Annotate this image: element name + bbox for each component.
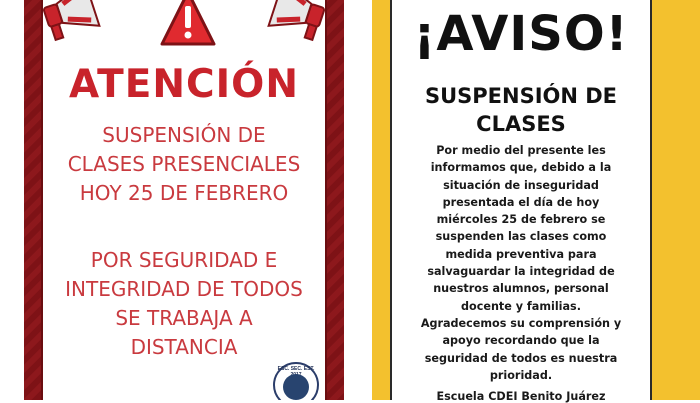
- aviso-heading: ¡AVISO!: [413, 6, 629, 62]
- notice-line: SE TRABAJA A: [115, 306, 253, 330]
- notice-line: HOY 25 DE FEBRERO: [79, 181, 289, 205]
- body-line: seguridad de todos es nuestra: [424, 351, 618, 365]
- notice-line: SUSPENSIÓN DE: [102, 123, 266, 147]
- notice-line: CLASES PRESENCIALES: [67, 152, 301, 176]
- body-line: situación de inseguridad: [443, 178, 599, 192]
- body-line: docente y familias.: [461, 299, 581, 313]
- suspension-notice: [43, 121, 325, 208]
- body-line: Agradecemos su comprensión y: [420, 316, 622, 330]
- notice-line: POR SEGURIDAD E: [90, 248, 278, 272]
- warning-sign-icon: [160, 0, 216, 50]
- title-line: CLASES: [476, 112, 566, 136]
- school-signature: Escuela CDEI Benito Juárez: [436, 390, 606, 403]
- body-line: suspenden las clases como: [435, 230, 607, 244]
- body-line: salvaguardar la integridad de: [427, 265, 615, 279]
- atencion-poster: [24, 0, 344, 400]
- aviso-body: [392, 142, 650, 384]
- atencion-poster-card: [41, 0, 327, 400]
- remote-work-notice: [43, 246, 325, 362]
- body-line: miércoles 25 de febrero se: [436, 213, 606, 227]
- notice-line: INTEGRIDAD DE TODOS: [65, 277, 303, 301]
- wolf-emblem-icon: [283, 374, 309, 400]
- atencion-heading: ATENCIÓN: [69, 62, 299, 107]
- title-line: SUSPENSIÓN DE: [424, 84, 618, 108]
- megaphone-icon: [37, 0, 105, 46]
- body-line: Por medio del presente les: [436, 144, 606, 157]
- body-line: prioridad.: [489, 368, 553, 382]
- megaphone-icon: [263, 0, 331, 46]
- body-line: apoyo recordando que la: [442, 334, 600, 348]
- school-logo: [273, 362, 319, 400]
- body-line: informamos que, debido a la: [430, 161, 612, 175]
- logo-text: ESC. SEC. EST.: [277, 366, 315, 372]
- body-line: medida preventiva para: [445, 247, 597, 261]
- body-line: presentada el día de hoy: [442, 195, 600, 209]
- notice-line: DISTANCIA: [130, 335, 238, 359]
- aviso-poster-card: [390, 0, 652, 403]
- suspension-title: [392, 82, 650, 138]
- body-line: nuestros alumnos, personal: [433, 282, 609, 296]
- aviso-poster: [372, 0, 700, 403]
